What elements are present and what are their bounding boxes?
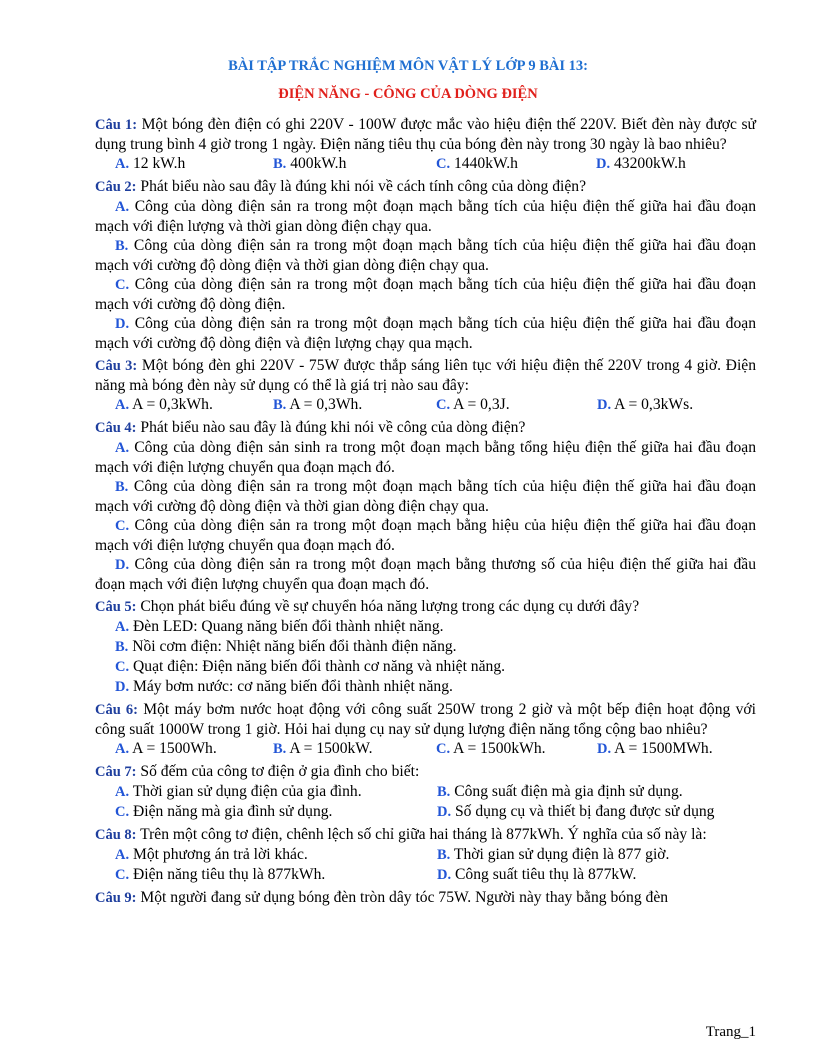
option-row <box>95 154 756 174</box>
option-b: B. Công suất điện mà gia định sử dụng. <box>437 783 683 800</box>
question-8 <box>95 825 756 885</box>
question-stem <box>95 356 756 395</box>
question-stem <box>95 597 756 617</box>
option-d: D. A = 0,3kWs. <box>597 396 694 413</box>
option-b: B. A = 1500kW. <box>273 740 373 757</box>
option-row <box>95 739 756 759</box>
question-label: Câu 6: <box>95 702 138 718</box>
option-c: C. Công của dòng điện sản ra trong một đoạn mạch bằng tích của hiệu điện thế giữa hai đầu đoạn mạch với cường độ dòng điện. <box>95 276 756 313</box>
option-c: C. Công của dòng điện sản ra trong một đoạn mạch bằng hiệu của hiệu điện thế giữa hai đầu đoạn mạch với điện lượng chuyển qua đoạn mạch đó. <box>95 517 756 554</box>
option-b: B. Thời gian sử dụng điện là 877 giờ. <box>437 846 670 863</box>
option-c: C. Điện năng tiêu thụ là 877kWh. <box>115 866 326 883</box>
option-c: C. 1440kW.h <box>436 155 518 172</box>
question-stem <box>95 700 756 739</box>
question-text: Một máy bơm nước hoạt động với công suất 250W trong 2 giờ và một bếp điện hoạt động với công suất 1000W trong 1 giờ. Hỏi hai dụng cụ nay sử dụng lượng điện năng tổng cộng bao nhiêu? <box>95 701 756 738</box>
option-row <box>95 845 756 865</box>
option-row <box>95 865 756 885</box>
page-subtitle: ĐIỆN NĂNG - CÔNG CỦA DÒNG ĐIỆN <box>278 86 538 102</box>
option-d: D. Máy bơm nước: cơ năng biến đổi thành nhiệt năng. <box>115 678 453 695</box>
option-b: B. A = 0,3Wh. <box>273 396 363 413</box>
option-b: B. Công của dòng điện sản ra trong một đoạn mạch bằng tích của hiệu điện thế giữa hai đầu đoạn mạch với cường độ dòng điện và thời gian dòng điện chạy qua. <box>95 478 756 515</box>
question-9 <box>95 888 756 908</box>
question-label: Câu 2: <box>95 179 137 195</box>
question-stem <box>95 177 756 197</box>
question-list <box>95 115 756 911</box>
question-stem <box>95 762 756 782</box>
option-row <box>95 395 756 415</box>
question-6 <box>95 700 756 759</box>
question-4 <box>95 418 756 594</box>
option-b: B. 400kW.h <box>273 155 347 172</box>
option-d: D. Công của dòng điện sản ra trong một đoạn mạch bằng thương số của hiệu điện thế giữa hai đầu đoạn mạch với điện lượng chuyển qua đoạn mạch đó. <box>95 556 756 593</box>
question-text: Chọn phát biểu đúng về sự chuyển hóa năng lượng trong các dụng cụ dưới đây? <box>136 598 640 615</box>
option-d: D. Công suất tiêu thụ là 877kW. <box>437 866 637 883</box>
option-row <box>95 802 756 822</box>
question-text: Một bóng đèn ghi 220V - 75W được thắp sáng liên tục với hiệu điện thế 220V trong 4 giờ. Điện năng mà bóng đèn này sử dụng có thể là giá trị nào sau đây: <box>95 357 756 394</box>
question-text: Số đếm của công tơ điện ở gia đình cho biết: <box>136 763 420 780</box>
page-number: Trang_1 <box>705 1024 756 1040</box>
question-2 <box>95 177 756 353</box>
option-b: B. Nồi cơm điện: Nhiệt năng biến đổi thành điện năng. <box>115 638 457 655</box>
option-a: A. A = 0,3kWh. <box>115 396 213 413</box>
option-d: D. 43200kW.h <box>596 155 686 172</box>
question-text: Trên một công tơ điện, chênh lệch số chỉ giữa hai tháng là 877kWh. Ý nghĩa của số này là: <box>136 826 707 843</box>
option-a: A. Công của dòng điện sản ra trong một đoạn mạch bằng tích của hiệu điện thế giữa hai đầu đoạn mạch với điện lượng và thời gian dòng điện chạy qua. <box>95 198 756 235</box>
option-a: A. 12 kW.h <box>115 155 186 172</box>
question-label: Câu 4: <box>95 420 137 436</box>
option-a: A. Công của dòng điện sản sinh ra trong một đoạn mạch bằng tổng hiệu điện thế giữa hai đầu đoạn mạch với điện lượng chuyển qua đoạn mạch đó. <box>95 439 756 476</box>
question-label: Câu 3: <box>95 358 138 374</box>
question-text: Phát biểu nào sau đây là đúng khi nói về cách tính công của dòng điện? <box>136 178 587 195</box>
option-c: C. A = 1500kWh. <box>436 740 546 757</box>
question-stem <box>95 418 756 438</box>
question-text: Phát biểu nào sau đây là đúng khi nói về công của dòng điện? <box>136 419 526 436</box>
question-label: Câu 7: <box>95 764 137 780</box>
option-c: C. A = 0,3J. <box>436 396 510 413</box>
option-a: A. A = 1500Wh. <box>115 740 217 757</box>
option-a: A. Một phương án trả lời khác. <box>115 846 308 863</box>
question-3 <box>95 356 756 415</box>
option-c: C. Quạt điện: Điện năng biến đổi thành cơ năng và nhiệt năng. <box>115 658 506 675</box>
question-1 <box>95 115 756 174</box>
option-d: D. Số dụng cụ và thiết bị đang được sử dụng <box>437 803 715 820</box>
option-row <box>95 782 756 802</box>
option-c: C. Điện năng mà gia đình sử dụng. <box>115 803 333 820</box>
page-title: BÀI TẬP TRẮC NGHIỆM MÔN VẬT LÝ LỚP 9 BÀI 13: <box>228 58 588 74</box>
question-stem <box>95 115 756 154</box>
option-a: A. Đèn LED: Quang năng biến đổi thành nhiệt năng. <box>115 618 444 635</box>
question-stem <box>95 825 756 845</box>
question-label: Câu 8: <box>95 827 137 843</box>
question-7 <box>95 762 756 822</box>
option-d: D. A = 1500MWh. <box>597 740 713 757</box>
option-b: B. Công của dòng điện sản ra trong một đoạn mạch bằng tích của hiệu điện thế giữa hai đầu đoạn mạch với cường độ dòng điện và thời gian dòng điện chạy qua. <box>95 237 756 274</box>
question-stem <box>95 888 756 908</box>
question-text: Một bóng đèn điện có ghi 220V - 100W được mắc vào hiệu điện thế 220V. Biết đèn này được sử dụng trung bình 4 giờ trong 1 ngày. Điện năng tiêu thụ của bóng đèn này trong 30 ngày là bao nhiêu? <box>95 116 756 153</box>
question-label: Câu 9: <box>95 890 137 906</box>
question-label: Câu 5: <box>95 599 137 615</box>
question-text: Một người đang sử dụng bóng đèn tròn dây tóc 75W. Người này thay bằng bóng đèn <box>136 889 669 906</box>
question-5 <box>95 597 756 697</box>
option-a: A. Thời gian sử dụng điện của gia đình. <box>115 783 362 800</box>
question-label: Câu 1: <box>95 117 138 133</box>
option-d: D. Công của dòng điện sản ra trong một đoạn mạch bằng tích của hiệu điện thế giữa hai đầu đoạn mạch với cường độ dòng điện và điện lượng chạy qua mạch. <box>95 315 756 352</box>
